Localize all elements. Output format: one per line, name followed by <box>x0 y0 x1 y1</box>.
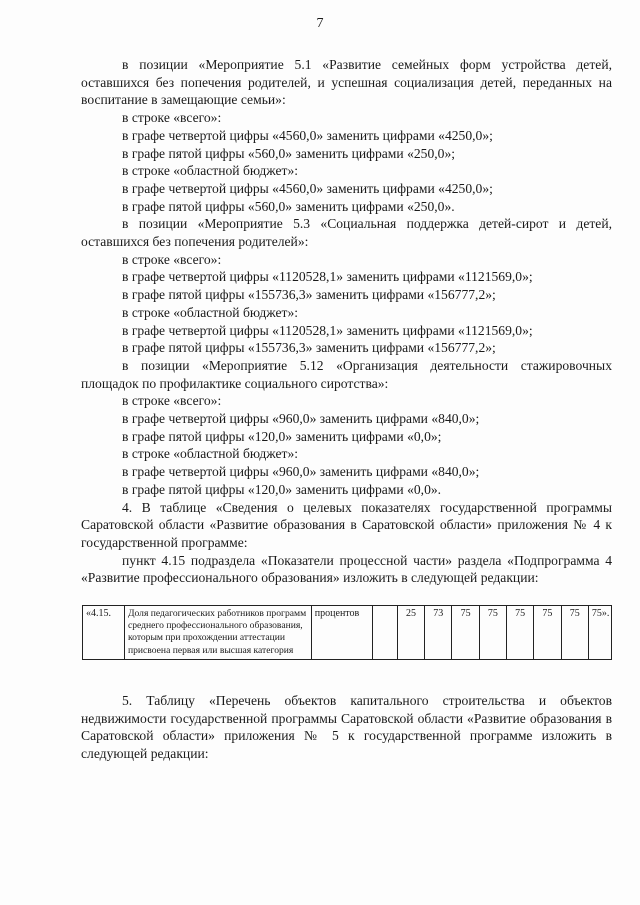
paragraph: в строке «всего»: <box>122 110 222 126</box>
paragraph: в строке «всего»: <box>122 251 222 267</box>
paragraph: в графе пятой цифры «120,0» заменить цифрами «0,0». <box>122 481 442 497</box>
paragraph: в графе пятой цифры «155736,3» заменить цифрами «156777,2»; <box>122 340 496 356</box>
paragraph: 5. Таблицу «Перечень объектов капитального строительства и объектов недвижимости государственной программы Саратовской области «Развитие образования в Саратовской области» приложения № 5 к государственной программе изложить в следующей редакции: <box>81 693 612 762</box>
page-number: 7 <box>316 16 324 31</box>
table-cell-value: 75 <box>479 606 506 660</box>
paragraph: в графе четвертой цифры «960,0» заменить цифрами «840,0»; <box>122 464 480 480</box>
table-cell-unit: процентов <box>311 606 372 660</box>
table-row <box>83 606 612 660</box>
table-cell-value <box>372 606 397 660</box>
table-cell-value: 25 <box>397 606 424 660</box>
paragraph: в строке «всего»: <box>122 393 222 409</box>
paragraph: в графе четвертой цифры «1120528,1» заменить цифрами «1121569,0»; <box>122 322 533 338</box>
paragraph: в строке «областной бюджет»: <box>122 446 299 462</box>
table-cell-value: 75 <box>506 606 533 660</box>
paragraph: в графе пятой цифры «120,0» заменить цифрами «0,0»; <box>122 428 442 444</box>
paragraph: пункт 4.15 подраздела «Показатели процессной части» раздела «Подпрограмма 4 «Развитие профессионального образования» изложить в следующей редакции: <box>81 552 612 586</box>
paragraph: в графе четвертой цифры «4560,0» заменить цифрами «4250,0»; <box>122 127 493 143</box>
table-cell-value: 75 <box>561 606 588 660</box>
table-cell-value: 75 <box>534 606 561 660</box>
paragraph: в позиции «Мероприятие 5.1 «Развитие семейных форм устройства детей, оставшихся без попечения родителей, и успешная социализация детей, переданных на воспитание в замещающие семьи»: <box>81 57 612 108</box>
document-body-lower <box>81 692 612 763</box>
paragraph: 4. В таблице «Сведения о целевых показателях государственной программы Саратовской области «Развитие образования в Саратовской области» приложения № 4 к государственной программе: <box>81 499 612 550</box>
table-cell-number: «4.15. <box>83 606 125 660</box>
paragraph: в позиции «Мероприятие 5.12 «Организация деятельности стажировочных площадок по профилактике социального сиротства»: <box>81 357 612 391</box>
paragraph: в графе пятой цифры «560,0» заменить цифрами «250,0». <box>122 198 455 214</box>
table-cell-value: 75». <box>588 606 611 660</box>
paragraph: в графе четвертой цифры «4560,0» заменить цифрами «4250,0»; <box>122 180 493 196</box>
indicator-table <box>82 605 612 660</box>
table-cell-indicator-name: Доля педагогических работников программ среднего профессионального образования, которым при прохождении аттестации присвоена первая или высшая категория <box>124 606 311 660</box>
paragraph: в графе четвертой цифры «960,0» заменить цифрами «840,0»; <box>122 411 480 427</box>
table-cell-value: 75 <box>452 606 479 660</box>
paragraph: в графе четвертой цифры «1120528,1» заменить цифрами «1121569,0»; <box>122 269 533 285</box>
paragraph: в строке «областной бюджет»: <box>122 163 299 179</box>
table-cell-value: 73 <box>425 606 452 660</box>
paragraph: в позиции «Мероприятие 5.3 «Социальная поддержка детей-сирот и детей, оставшихся без попечения родителей»: <box>81 216 612 250</box>
document-body <box>81 56 612 587</box>
paragraph: в графе пятой цифры «560,0» заменить цифрами «250,0»; <box>122 145 456 161</box>
paragraph: в графе пятой цифры «155736,3» заменить цифрами «156777,2»; <box>122 287 496 303</box>
paragraph: в строке «областной бюджет»: <box>122 304 299 320</box>
